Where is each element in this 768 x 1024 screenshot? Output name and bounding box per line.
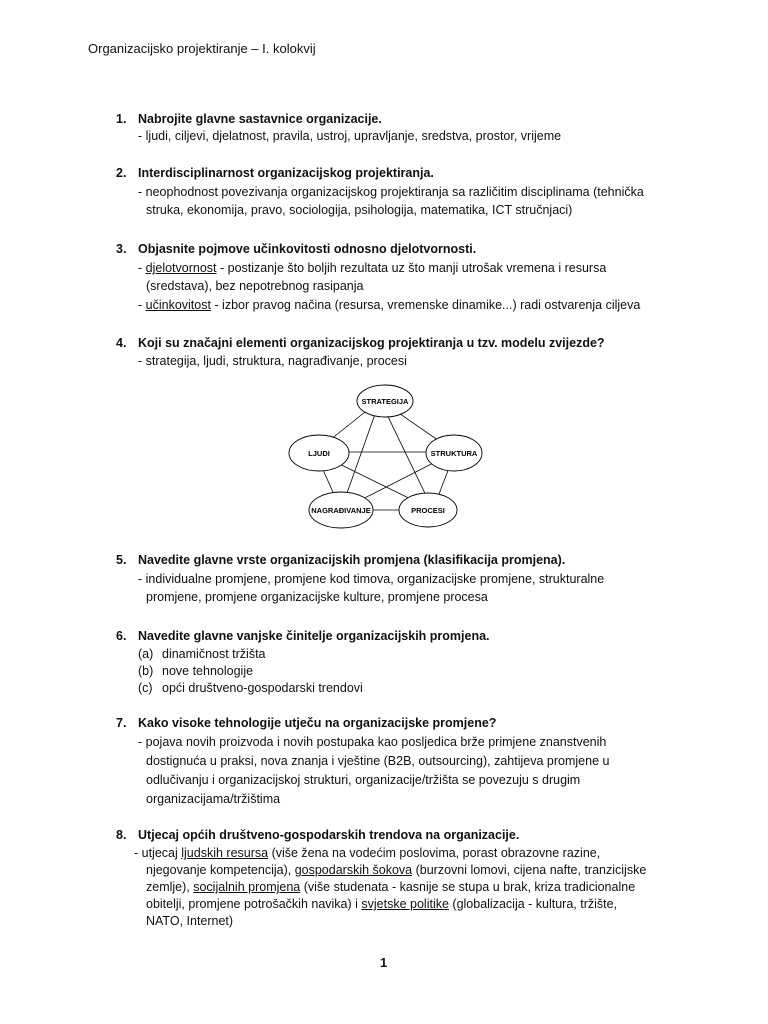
question-number: 3. xyxy=(116,242,127,256)
answer-line: NATO, Internet) xyxy=(146,914,234,928)
answer-line: - učinkovitost - izbor pravog načina (resursa, vremenske dinamike...) radi ostvarenja ciljeva xyxy=(138,298,641,312)
list-item: (c) opći društveno-gospodarski trendovi xyxy=(138,681,363,695)
answer-line: - neophodnost povezivanja organizacijskog projektiranja sa različitim disciplinama (tehnička xyxy=(138,185,644,199)
page-number: 1 xyxy=(380,955,388,970)
question-number: 5. xyxy=(116,553,127,567)
answer-line: obitelji, promjene potrošačkih navika) i svjetske politike (globalizacija - kultura, tržište, xyxy=(146,897,618,911)
question-number: 1. xyxy=(116,112,127,126)
question-number: 7. xyxy=(116,716,127,730)
question-number: 6. xyxy=(116,629,127,643)
answer-line: - individualne promjene, promjene kod timova, organizacijske promjene, strukturalne xyxy=(138,572,605,586)
question-title: Navedite glavne vrste organizacijskih promjena (klasifikacija promjena). xyxy=(138,553,566,567)
node-procesi xyxy=(399,493,457,527)
question-title: Navedite glavne vanjske činitelje organizacijskih promjena. xyxy=(138,629,490,643)
node-label: STRUKTURA xyxy=(430,449,478,458)
question-title: Utjecaj općih društveno-gospodarskih trendova na organizacije. xyxy=(138,828,520,842)
answer-line: struka, ekonomija, pravo, sociologija, psihologija, matematika, ICT stručnjaci) xyxy=(146,203,573,217)
node-label: STRATEGIJA xyxy=(361,397,409,406)
answer-line: njegovanje kompetencija), gospodarskih šokova (burzovni lomovi, cijena nafte, tranzicijske xyxy=(146,863,647,877)
answer-line: - djelotvornost - postizanje što boljih rezultata uz što manji utrošak vremena i resursa xyxy=(138,261,607,275)
answer-line: - utjecaj ljudskih resursa (više žena na vodećim poslovima, porast obrazovne razine, xyxy=(134,846,601,860)
answer-text: - strategija, ljudi, struktura, nagrađivanje, procesi xyxy=(138,354,407,368)
term-socijalnih-promjena: socijalnih promjena xyxy=(193,880,301,894)
node-strategija xyxy=(357,385,413,417)
node-label: PROCESI xyxy=(411,506,445,515)
term-ucinkovitost: učinkovitost xyxy=(145,298,211,312)
question-number: 4. xyxy=(116,336,127,350)
node-label: LJUDI xyxy=(308,449,330,458)
question-title: Nabrojite glavne sastavnice organizacije. xyxy=(138,112,382,126)
answer-line: (sredstava), bez nepotrebnog rasipanja xyxy=(146,279,364,293)
question-number: 8. xyxy=(116,828,127,842)
term-ljudskih-resursa: ljudskih resursa xyxy=(181,846,269,860)
page-header: Organizacijsko projektiranje – I. kolokvij xyxy=(88,41,316,56)
answer-line: dostignuća u praksi, nova znanja i vještine (B2B, outsourcing), zahtijeva promjene u xyxy=(146,754,610,768)
question-title: Objasnite pojmove učinkovitosti odnosno djelotvornosti. xyxy=(138,242,477,256)
node-label: NAGRAĐIVANJE xyxy=(311,506,371,515)
answer-text: - ljudi, ciljevi, djelatnost, pravila, ustroj, upravljanje, sredstva, prostor, vrijeme xyxy=(138,129,562,143)
question-title: Koji su značajni elementi organizacijskog projektiranja u tzv. modelu zvijezde? xyxy=(138,336,605,350)
answer-line: odlučivanju i organizacijskoj strukturi, organizacije/tržišta se povezuju s drugim xyxy=(146,773,581,787)
star-model-diagram xyxy=(285,380,485,535)
node-ljudi xyxy=(289,435,349,471)
answer-line: promjene, promjene organizacijske kulture, promjene procesa xyxy=(146,590,488,604)
node-struktura xyxy=(426,435,482,471)
answer-line: zemlje), socijalnih promjena (više studenata - kasnije se stupa u brak, kriza tradicionalne xyxy=(146,880,636,894)
node-nagradivanje xyxy=(309,492,373,528)
list-item: (a) dinamičnost tržišta xyxy=(138,647,266,661)
term-svjetske-politike: svjetske politike xyxy=(361,897,449,911)
question-number: 2. xyxy=(116,166,127,180)
question-title: Kako visoke tehnologije utječu na organizacijske promjene? xyxy=(138,716,497,730)
term-djelotvornost: djelotvornost xyxy=(145,261,217,275)
list-item: (b) nove tehnologije xyxy=(138,664,254,678)
term-gospodarskih-sokova: gospodarskih šokova xyxy=(294,863,413,877)
answer-line: organizacijama/tržištima xyxy=(146,792,281,806)
answer-line: - pojava novih proizvoda i novih postupaka kao posljedica brže primjene znanstvenih xyxy=(138,735,607,749)
question-title: Interdisciplinarnost organizacijskog projektiranja. xyxy=(138,166,434,180)
